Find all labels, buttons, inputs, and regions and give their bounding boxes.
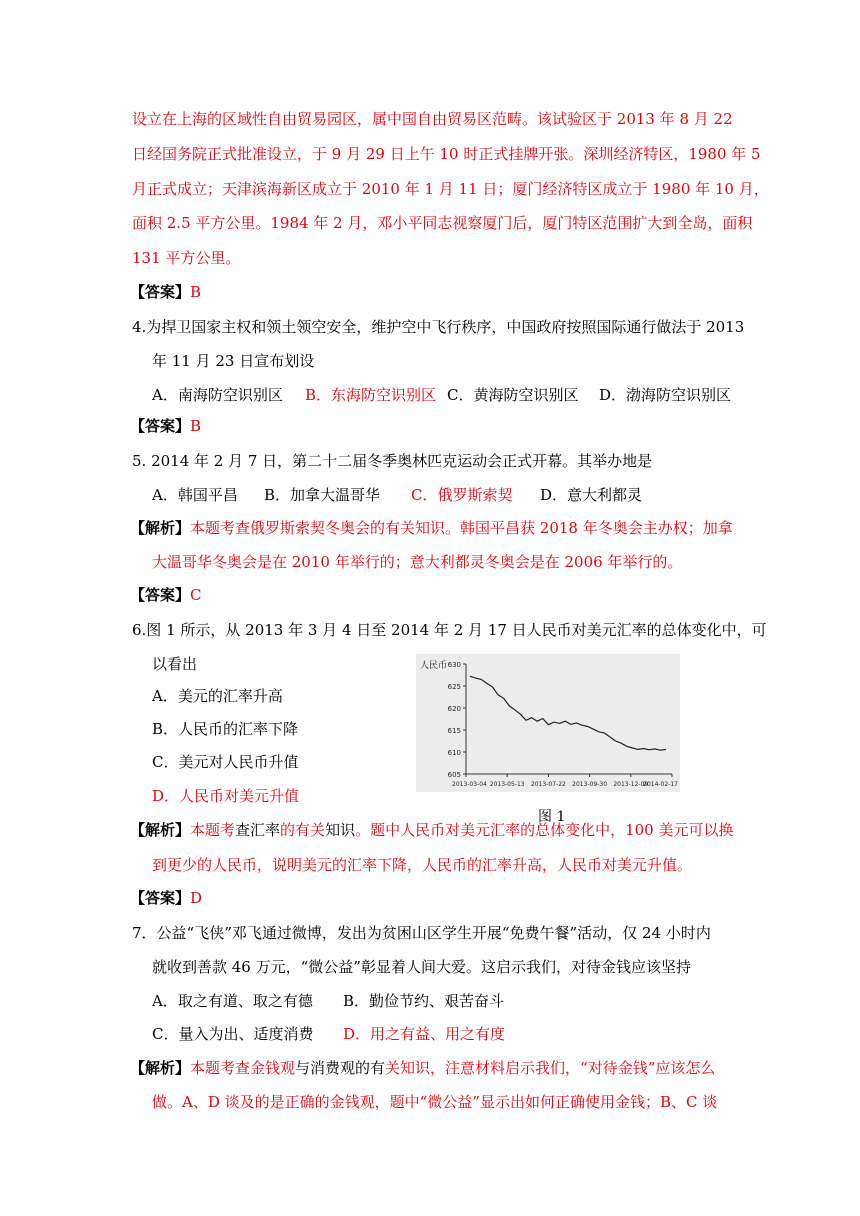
q5-option-a: A．韩国平昌 <box>152 486 238 504</box>
q5-option-d: D．意大利都灵 <box>540 486 643 504</box>
analysis-text: 的有关 <box>280 821 326 839</box>
q6-option-b: B．人民币的汇率下降 <box>152 720 299 738</box>
analysis-tag: 【解析】 <box>130 519 191 537</box>
q4-option-a: A．南海防空识别区 <box>152 386 283 404</box>
question-4-stem: 4.为捍卫国家主权和领土领空安全，维护空中飞行秩序，中国政府按照国际通行做法于 2013 <box>132 318 745 336</box>
analysis-text: 关知识，注意材料启示我们，“对待金钱”应该怎么 <box>385 1059 716 1077</box>
y-tick-label: 625 <box>447 683 461 691</box>
x-tick-label: 2013-03-04 <box>452 781 487 788</box>
question-6-stem-cont: 以看出 <box>152 655 198 673</box>
answer-line <box>130 585 202 605</box>
answer-value: D <box>190 889 203 907</box>
series-line <box>470 676 666 750</box>
y-tick-label: 610 <box>447 749 461 757</box>
q4-option-b: B．东海防空识别区 <box>305 386 437 404</box>
q5-option-c: C．俄罗斯索契 <box>411 486 513 504</box>
analysis-text-line: 面积 2.5 平方公里。1984 年 2 月，邓小平同志视察厦门后，厦门特区范围扩大到全岛，面积 <box>132 214 753 232</box>
q7-option-d: D．用之有益、用之有度 <box>343 1025 506 1043</box>
analysis-text: 与消费观的有 <box>295 1059 386 1077</box>
analysis-text-line: 日经国务院正式批准设立，于 9 月 29 日上午 10 时正式挂牌开张。深圳经济特区，1980 年 5 <box>132 145 761 163</box>
question-4-stem-cont: 年 11 月 23 日宣布划设 <box>152 352 315 370</box>
answer-value: B <box>190 417 202 435</box>
analysis-text: 查汇率 <box>235 821 281 839</box>
x-tick-label: 2013-12-09 <box>613 781 649 788</box>
analysis-text: 。题中人民币对美元汇率的总体变化中，100 美元可以换 <box>355 821 734 839</box>
y-tick-label: 605 <box>447 771 461 779</box>
y-tick-label: 630 <box>447 661 461 669</box>
q6-option-c: C．美元对人民币升值 <box>152 753 299 771</box>
exchange-rate-chart-svg <box>416 654 680 792</box>
analysis-text-line: 大温哥华冬奥会是在 2010 年举行的；意大利都灵冬奥会是在 2006 年举行的。 <box>152 553 683 571</box>
question-5-stem: 5. 2014 年 2 月 7 日，第二十二届冬季奥林匹克运动会正式开幕。其举办地是 <box>132 452 653 470</box>
answer-tag: 【答案】 <box>130 889 191 907</box>
answer-tag: 【答案】 <box>130 283 191 301</box>
q4-option-c: C．黄海防空识别区 <box>447 386 579 404</box>
analysis-tag: 【解析】 <box>130 821 191 839</box>
x-tick-label: 2013-05-13 <box>489 781 525 788</box>
answer-tag: 【答案】 <box>130 586 191 604</box>
y-tick-label: 620 <box>447 705 461 713</box>
q7-option-c: C．量入为出、适度消费 <box>152 1025 314 1043</box>
analysis-text: 知识 <box>325 821 356 839</box>
q6-option-a: A．美元的汇率升高 <box>152 687 283 705</box>
q7-option-a: A．取之有道、取之有德 <box>152 992 313 1010</box>
q6-option-d: D．人民币对美元升值 <box>152 787 300 805</box>
x-tick-label: 2013-09-30 <box>572 781 608 788</box>
answer-line <box>130 282 201 302</box>
analysis-text-line: 到更少的人民币，说明美元的汇率下降，人民币的汇率升高，人民币对美元升值。 <box>152 856 693 874</box>
answer-line <box>130 416 201 436</box>
analysis-text-line: 设立在上海的区域性自由贸易园区，属中国自由贸易区范畴。该试验区于 2013 年 8 月 22 <box>132 110 733 128</box>
analysis-text-line: 月正式成立；天津滨海新区成立于 2010 年 1 月 11 日；厦门经济特区成立于 1980 年 10 月， <box>132 180 769 198</box>
answer-tag: 【答案】 <box>130 417 191 435</box>
y-axis-label: 人民币 <box>420 661 448 671</box>
q5-option-b: B．加拿大温哥华 <box>264 486 381 504</box>
answer-line <box>130 888 202 908</box>
analysis-line <box>130 820 733 840</box>
answer-value: C <box>190 586 202 604</box>
x-tick-label: 2013-07-22 <box>530 781 566 788</box>
analysis-line <box>130 518 733 538</box>
q7-option-b: B．勤俭节约、艰苦奋斗 <box>343 992 505 1010</box>
x-tick-label: 2014-02-17 <box>643 781 678 788</box>
analysis-text: 本题考查金钱观 <box>190 1059 296 1077</box>
analysis-tag: 【解析】 <box>130 1059 191 1077</box>
question-7-stem-cont: 就收到善款 46 万元，“微公益”彰显着人间大爱。这启示我们，对待金钱应该坚持 <box>152 958 691 976</box>
analysis-text: 本题考查俄罗斯索契冬奥会的有关知识。韩国平昌获 2018 年冬奥会主办权；加拿 <box>190 519 733 537</box>
analysis-line <box>130 1058 715 1078</box>
analysis-text-line: 131 平方公里。 <box>132 249 241 267</box>
y-tick-label: 615 <box>447 727 461 735</box>
analysis-text-line: 做。A、D 谈及的是正确的金钱观，题中“微公益”显示出如何正确使用金钱；B、C 谈 <box>152 1093 718 1111</box>
analysis-text: 本题考 <box>190 821 236 839</box>
answer-value: B <box>190 283 202 301</box>
q4-option-d: D．渤海防空识别区 <box>599 386 732 404</box>
question-7-stem: 7．公益“飞侠”邓飞通过微博，发出为贫困山区学生开展“免费午餐”活动，仅 24 小时内 <box>132 924 711 942</box>
figure-caption: 图 1 <box>538 809 566 825</box>
exchange-rate-chart <box>416 654 680 792</box>
question-6-stem: 6.图 1 所示，从 2013 年 3 月 4 日至 2014 年 2 月 17 日人民币对美元汇率的总体变化中，可 <box>132 621 767 639</box>
